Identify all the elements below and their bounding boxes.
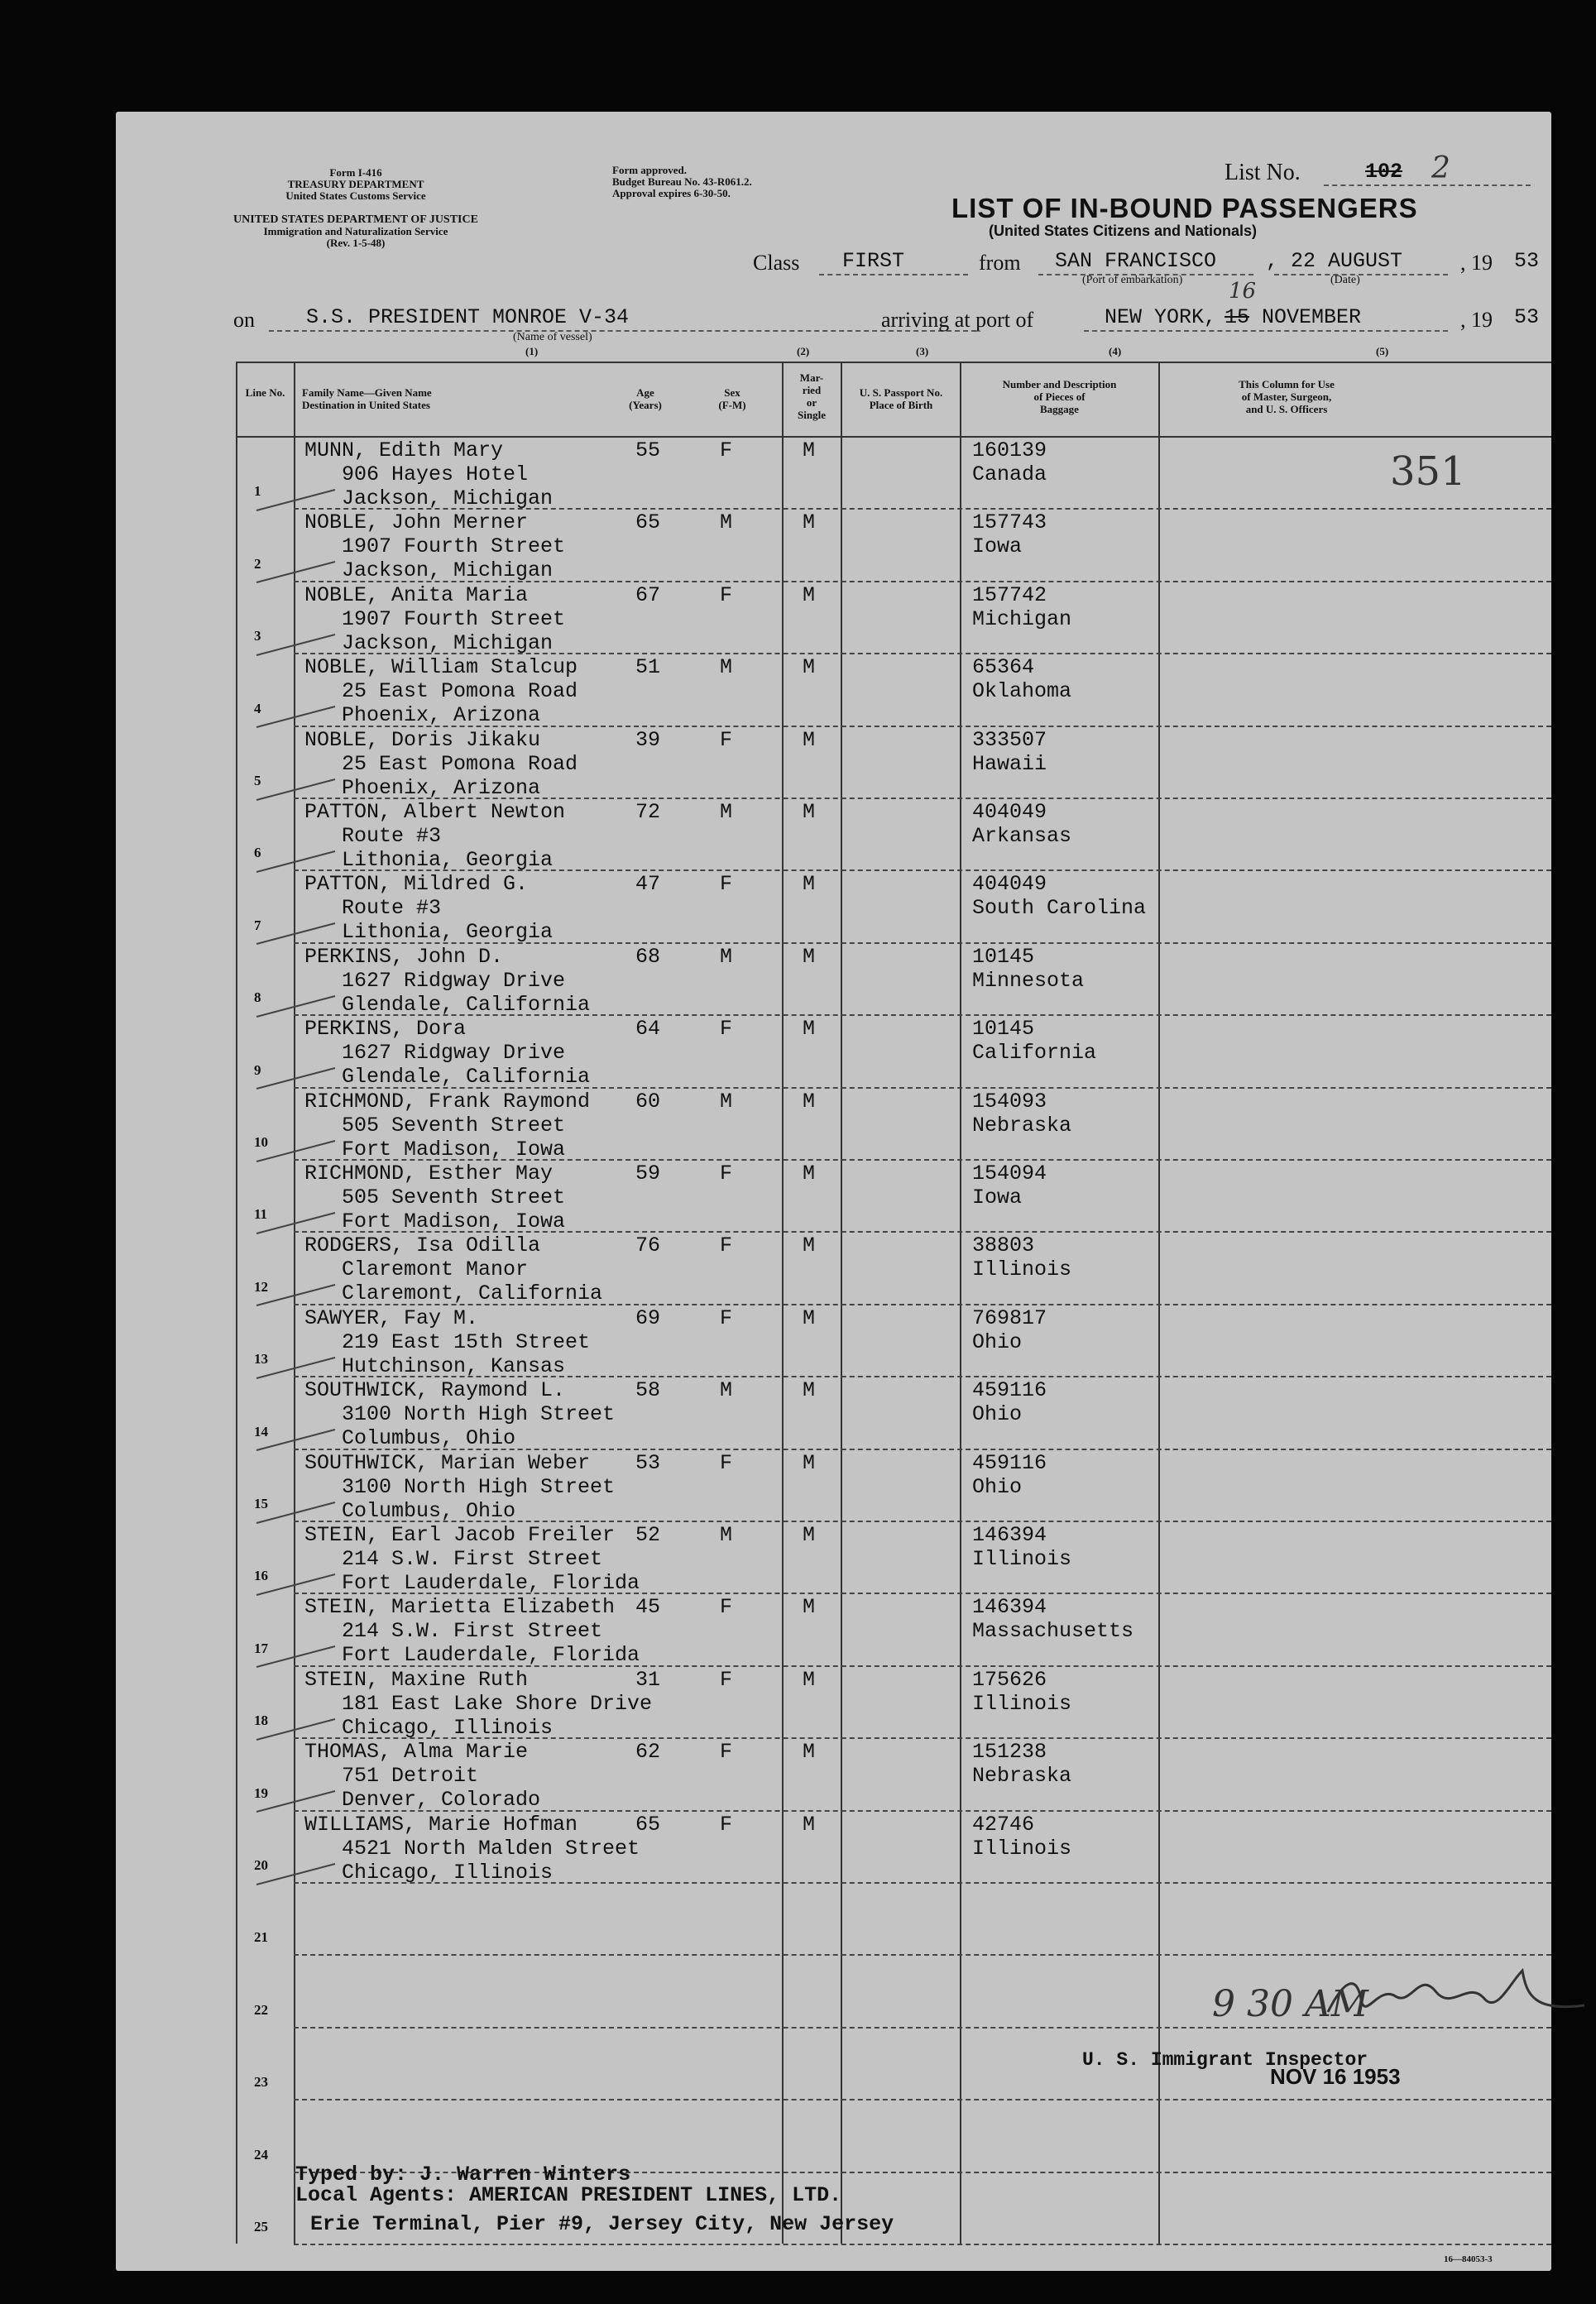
passenger-marital: M: [803, 438, 816, 462]
passenger-address: 906 Hayes Hotel: [342, 462, 529, 486]
passenger-marital: M: [803, 1812, 816, 1837]
passenger-table: [236, 362, 1551, 2244]
passenger-marital: M: [803, 727, 816, 752]
passenger-marital: M: [803, 1089, 816, 1114]
passenger-name: SAWYER, Fay M.: [304, 1305, 479, 1330]
date-caption: (Date): [1330, 274, 1360, 286]
line-number: 9: [254, 1061, 261, 1078]
col-number-2: (2): [797, 345, 810, 357]
arrival-day-struck: 15: [1225, 305, 1250, 329]
passenger-name: RICHMOND, Frank Raymond: [304, 1089, 591, 1114]
passenger-city: Phoenix, Arizona: [342, 703, 541, 728]
form-approved: Form approved.: [612, 164, 688, 176]
passenger-name: STEIN, Earl Jacob Freiler: [304, 1523, 616, 1547]
passenger-name: NOBLE, William Stalcup: [304, 655, 578, 680]
passenger-city: Denver, Colorado: [342, 1788, 541, 1813]
passenger-name: PERKINS, Dora: [304, 1017, 467, 1042]
year-embarkation: 53: [1514, 249, 1540, 273]
approval-expires: Approval expires 6-30-50.: [612, 187, 731, 199]
manifest-sheet: [116, 112, 1551, 2271]
line-number: 11: [254, 1206, 268, 1223]
line-number: 24: [254, 2146, 268, 2163]
class-value: FIRST: [842, 249, 905, 273]
passenger-name: STEIN, Marietta Elizabeth: [304, 1595, 616, 1620]
place-of-birth: Michigan: [972, 606, 1072, 631]
passport-number: 404049: [972, 800, 1047, 824]
passenger-sex: F: [720, 1595, 733, 1620]
passenger-sex: F: [720, 1305, 733, 1330]
passenger-marital: M: [803, 1162, 816, 1186]
port-arrival: NEW YORK,: [1105, 305, 1217, 329]
form-number: Form I-416: [329, 166, 382, 179]
line-number: 8: [254, 989, 261, 1006]
col-number-5: (5): [1376, 345, 1389, 357]
place-of-birth: Nebraska: [972, 1113, 1072, 1138]
col-header-married: Mar- ried or Single: [798, 371, 826, 421]
justice-dept: UNITED STATES DEPARTMENT OF JUSTICE: [233, 213, 478, 226]
passenger-address: Claremont Manor: [342, 1257, 529, 1282]
line-number: 4: [254, 700, 261, 716]
passport-number: 154093: [972, 1089, 1047, 1114]
row-divider-line: [294, 2099, 1551, 2100]
passenger-age: 60: [635, 1089, 661, 1114]
passenger-age: 72: [635, 800, 661, 824]
local-agents: Local Agents: AMERICAN PRESIDENT LINES, LTD.: [295, 2183, 842, 2207]
place-of-birth: Illinois: [972, 1547, 1072, 1571]
row-divider-line: [294, 2244, 1551, 2245]
passenger-city: Lithonia, Georgia: [342, 848, 554, 872]
passenger-sex: F: [720, 1812, 733, 1837]
place-of-birth: Minnesota: [972, 968, 1085, 993]
row-divider-line: [294, 1954, 1551, 1956]
passenger-sex: M: [720, 1523, 733, 1547]
passenger-city: Claremont, California: [342, 1281, 603, 1306]
line-number: 23: [254, 2074, 268, 2091]
line-number: 21: [254, 1929, 268, 1946]
passenger-marital: M: [803, 1450, 816, 1475]
passenger-age: 68: [635, 944, 661, 969]
passenger-city: Hutchinson, Kansas: [342, 1353, 566, 1378]
passenger-name: MUNN, Edith Mary: [304, 438, 504, 462]
passenger-sex: F: [720, 1162, 733, 1186]
year-arrival: 53: [1514, 305, 1540, 329]
passenger-address: 1627 Ridgway Drive: [342, 968, 566, 993]
line-number: 2: [254, 555, 261, 572]
justice-block: [232, 214, 480, 249]
passenger-age: 62: [635, 1740, 661, 1765]
place-of-birth: Oklahoma: [972, 679, 1072, 704]
passport-number: 459116: [972, 1450, 1047, 1475]
list-no-line: [1324, 184, 1531, 186]
line-number: 12: [254, 1278, 268, 1295]
passenger-sex: F: [720, 1233, 733, 1258]
header-bottom-line: [236, 436, 1551, 438]
passenger-city: Jackson, Michigan: [342, 630, 554, 655]
passenger-age: 65: [635, 510, 661, 535]
col-divider-line: [1158, 362, 1160, 2244]
passenger-city: Glendale, California: [342, 992, 591, 1017]
passenger-address: 1907 Fourth Street: [342, 534, 566, 559]
passenger-sex: M: [720, 655, 733, 680]
typed-by: Typed by: J. Warren Winters: [295, 2163, 631, 2187]
passenger-city: Fort Lauderdale, Florida: [342, 1571, 640, 1595]
place-of-birth: Iowa: [972, 534, 1023, 559]
col-header-age: Age (Years): [629, 386, 662, 411]
passenger-address: 3100 North High Street: [342, 1402, 616, 1427]
passenger-address: 181 East Lake Shore Drive: [342, 1691, 653, 1716]
passenger-city: Chicago, Illinois: [342, 1715, 554, 1740]
passenger-address: 505 Seventh Street: [342, 1186, 566, 1209]
arrival-line: [1084, 330, 1448, 332]
passenger-name: SOUTHWICK, Marian Weber: [304, 1450, 591, 1475]
col-divider-line: [960, 362, 961, 2244]
vessel-line: [269, 330, 976, 332]
place-of-birth: Illinois: [972, 1691, 1072, 1716]
place-of-birth: Massachusetts: [972, 1619, 1134, 1644]
passenger-marital: M: [803, 510, 816, 535]
passport-number: 151238: [972, 1740, 1047, 1765]
place-of-birth: Arkansas: [972, 824, 1072, 848]
passenger-age: 76: [635, 1233, 661, 1258]
passenger-city: Chicago, Illinois: [342, 1860, 554, 1885]
passenger-marital: M: [803, 1740, 816, 1765]
passport-number: 769817: [972, 1305, 1047, 1330]
passenger-marital: M: [803, 655, 816, 680]
passport-number: 160139: [972, 438, 1047, 462]
arrival-month: NOVEMBER: [1262, 305, 1362, 329]
col-divider-line: [841, 362, 842, 2244]
passenger-age: 69: [635, 1305, 661, 1330]
passport-number: 42746: [972, 1812, 1035, 1837]
stamp-date: NOV 16 1953: [1270, 2064, 1401, 2089]
passenger-sex: F: [720, 438, 733, 462]
passenger-address: 25 East Pomona Road: [342, 751, 578, 776]
passenger-marital: M: [803, 872, 816, 897]
line-number: 1: [254, 483, 261, 500]
passport-number: 10145: [972, 944, 1035, 969]
passenger-age: 39: [635, 727, 661, 752]
form-code: 16—84053-3: [1444, 2254, 1493, 2264]
col-header-sex: Sex (F-M): [718, 386, 746, 411]
list-no-struck: 102: [1365, 160, 1403, 184]
passenger-city: Columbus, Ohio: [342, 1498, 516, 1523]
place-of-birth: Illinois: [972, 1257, 1072, 1282]
passenger-city: Jackson, Michigan: [342, 486, 554, 510]
passenger-sex: F: [720, 1667, 733, 1692]
passenger-city: Jackson, Michigan: [342, 558, 554, 583]
place-of-birth: Ohio: [972, 1402, 1023, 1427]
line-number: 19: [254, 1784, 268, 1801]
passport-number: 175626: [972, 1667, 1047, 1692]
passenger-marital: M: [803, 1305, 816, 1330]
passenger-address: 751 Detroit: [342, 1764, 479, 1789]
passport-number: 146394: [972, 1595, 1047, 1620]
passenger-address: 214 S.W. First Street: [342, 1547, 603, 1571]
line-number: 22: [254, 2001, 268, 2018]
passenger-sex: F: [720, 582, 733, 607]
list-no-value: 2: [1431, 151, 1450, 185]
passenger-city: Lithonia, Georgia: [342, 920, 554, 945]
passenger-age: 52: [635, 1523, 661, 1547]
passenger-age: 58: [635, 1378, 661, 1403]
passport-number: 404049: [972, 872, 1047, 897]
class-label: Class: [753, 251, 800, 275]
col-divider-line: [782, 362, 784, 2244]
erie-terminal: Erie Terminal, Pier #9, Jersey City, New Jersey: [310, 2212, 894, 2236]
line-number: 10: [254, 1134, 268, 1150]
passenger-name: SOUTHWICK, Raymond L.: [304, 1378, 566, 1403]
place-of-birth: Illinois: [972, 1836, 1072, 1861]
passenger-name: PERKINS, John D.: [304, 944, 504, 969]
passenger-name: NOBLE, Anita Maria: [304, 582, 529, 607]
passenger-address: 25 East Pomona Road: [342, 679, 578, 704]
vessel-caption: (Name of vessel): [513, 331, 592, 343]
budget-bureau: Budget Bureau No. 43-R061.2.: [612, 175, 752, 188]
col-header-passport: U. S. Passport No. Place of Birth: [859, 386, 943, 411]
treasury-dept: TREASURY DEPARTMENT: [287, 178, 424, 190]
passenger-age: 59: [635, 1162, 661, 1186]
passenger-age: 67: [635, 582, 661, 607]
immigration-service: Immigration and Naturalization Service: [263, 225, 448, 237]
passenger-marital: M: [803, 1595, 816, 1620]
passenger-marital: M: [803, 944, 816, 969]
passenger-name: RICHMOND, Esther May: [304, 1162, 554, 1186]
passenger-sex: F: [720, 727, 733, 752]
passenger-age: 55: [635, 438, 661, 462]
passenger-address: Route #3: [342, 896, 442, 921]
passenger-name: RODGERS, Isa Odilla: [304, 1233, 541, 1258]
line-number: 6: [254, 845, 261, 861]
passenger-sex: M: [720, 1378, 733, 1403]
line-number: 7: [254, 917, 261, 933]
class-line: [819, 274, 968, 275]
year-embarkation-prefix: , 19: [1460, 251, 1493, 275]
line-number: 5: [254, 773, 261, 788]
passenger-sex: F: [720, 872, 733, 897]
passport-number: 154094: [972, 1162, 1047, 1186]
line-number: 25: [254, 2219, 268, 2235]
on-label: on: [233, 308, 255, 332]
col-header-baggage: Number and Description of Pieces of Baggage: [1002, 378, 1117, 415]
passenger-marital: M: [803, 800, 816, 824]
passenger-marital: M: [803, 582, 816, 607]
passenger-name: PATTON, Albert Newton: [304, 800, 566, 824]
col-number-1: (1): [525, 345, 539, 357]
passenger-name: PATTON, Mildred G.: [304, 872, 529, 897]
passenger-sex: M: [720, 800, 733, 824]
passenger-sex: M: [720, 510, 733, 535]
passenger-city: Fort Madison, Iowa: [342, 1137, 566, 1162]
col-header-name: Family Name—Given Name Destination in United States: [302, 386, 432, 411]
customs-service: United States Customs Service: [285, 189, 426, 202]
line-number: 20: [254, 1857, 268, 1873]
passenger-age: 47: [635, 872, 661, 897]
col-header-officers: This Column for Use of Master, Surgeon, and U. S. Officers: [1239, 378, 1335, 415]
table-top-line: [236, 362, 1551, 363]
passenger-city: Phoenix, Arizona: [342, 775, 541, 800]
passport-number: 157742: [972, 582, 1047, 607]
passenger-sex: M: [720, 944, 733, 969]
place-of-birth: Ohio: [972, 1329, 1023, 1354]
place-of-birth: Hawaii: [972, 751, 1047, 776]
col-number-3: (3): [916, 345, 929, 357]
passenger-age: 64: [635, 1017, 661, 1042]
from-label: from: [979, 251, 1021, 275]
place-of-birth: Ohio: [972, 1474, 1023, 1499]
passenger-city: Columbus, Ohio: [342, 1426, 516, 1451]
passenger-age: 65: [635, 1812, 661, 1837]
agency-block: [232, 167, 480, 202]
passenger-age: 51: [635, 655, 661, 680]
col-header-line: Line No.: [245, 386, 285, 399]
passport-number: 333507: [972, 727, 1047, 752]
passenger-sex: F: [720, 1740, 733, 1765]
passenger-marital: M: [803, 1378, 816, 1403]
passenger-sex: F: [720, 1017, 733, 1042]
passenger-city: Fort Lauderdale, Florida: [342, 1643, 640, 1668]
passenger-address: 1627 Ridgway Drive: [342, 1041, 566, 1066]
passenger-name: STEIN, Maxine Ruth: [304, 1667, 529, 1692]
line-number: 14: [254, 1423, 268, 1439]
passenger-address: 1907 Fourth Street: [342, 606, 566, 631]
approval-block: [612, 165, 752, 199]
passport-number: 146394: [972, 1523, 1047, 1547]
revision: (Rev. 1-5-48): [326, 237, 386, 249]
passport-number: 10145: [972, 1017, 1035, 1042]
date-embarkation-line: [1274, 274, 1448, 275]
year-arrival-prefix: , 19: [1460, 308, 1493, 332]
passport-number: 459116: [972, 1378, 1047, 1403]
line-number: 13: [254, 1351, 268, 1368]
passenger-address: 505 Seventh Street: [342, 1113, 566, 1138]
passenger-address: 219 East 15th Street: [342, 1329, 591, 1354]
inspector-signature: [1320, 1962, 1593, 2029]
date-embarkation: , 22 AUGUST: [1266, 249, 1403, 273]
line-number: 3: [254, 628, 261, 644]
passenger-sex: M: [720, 1089, 733, 1114]
col-divider-line: [236, 362, 237, 2244]
passenger-address: 4521 North Malden Street: [342, 1836, 640, 1861]
port-embarkation: SAN FRANCISCO: [1055, 249, 1217, 273]
passenger-marital: M: [803, 1667, 816, 1692]
vessel-name: S.S. PRESIDENT MONROE V-34: [306, 305, 630, 329]
port-embarkation-caption: (Port of embarkation): [1082, 274, 1183, 286]
check-mark: [252, 1847, 443, 1897]
passenger-city: Fort Madison, Iowa: [342, 1209, 566, 1233]
line-number: 18: [254, 1712, 268, 1729]
arrival-day: 16: [1229, 279, 1257, 304]
place-of-birth: Iowa: [972, 1186, 1023, 1209]
place-of-birth: South Carolina: [972, 896, 1147, 921]
inspector-title: U. S. Immigrant Inspector: [1082, 2049, 1368, 2071]
list-no-label: List No.: [1225, 160, 1301, 185]
passport-number: 65364: [972, 655, 1035, 680]
passenger-marital: M: [803, 1233, 816, 1258]
line-number: 17: [254, 1640, 268, 1656]
passenger-age: 45: [635, 1595, 661, 1620]
passenger-name: THOMAS, Alma Marie: [304, 1740, 529, 1765]
page-number: 351: [1390, 448, 1466, 495]
place-of-birth: Canada: [972, 462, 1047, 486]
passenger-age: 53: [635, 1450, 661, 1475]
passenger-address: Route #3: [342, 824, 442, 848]
passenger-marital: M: [803, 1523, 816, 1547]
passenger-name: WILLIAMS, Marie Hofman: [304, 1812, 578, 1837]
passenger-name: NOBLE, Doris Jikaku: [304, 727, 541, 752]
place-of-birth: California: [972, 1041, 1097, 1066]
passenger-sex: F: [720, 1450, 733, 1475]
passenger-address: 3100 North High Street: [342, 1474, 616, 1499]
page-title: LIST OF IN-BOUND PASSENGERS: [951, 193, 1418, 223]
col-number-4: (4): [1109, 345, 1122, 357]
passenger-city: Glendale, California: [342, 1065, 591, 1090]
passport-number: 38803: [972, 1233, 1035, 1258]
passport-number: 157743: [972, 510, 1047, 535]
passenger-age: 31: [635, 1667, 661, 1692]
place-of-birth: Nebraska: [972, 1764, 1072, 1789]
inspector-time: 9 30 AM: [1212, 1983, 1368, 2025]
arriving-label: arriving at port of: [881, 308, 1034, 332]
passenger-name: NOBLE, John Merner: [304, 510, 529, 535]
passenger-marital: M: [803, 1017, 816, 1042]
page-subtitle: (United States Citizens and Nationals): [989, 223, 1258, 239]
line-number: 16: [254, 1568, 268, 1584]
passenger-address: 214 S.W. First Street: [342, 1619, 603, 1644]
line-number: 15: [254, 1496, 268, 1511]
